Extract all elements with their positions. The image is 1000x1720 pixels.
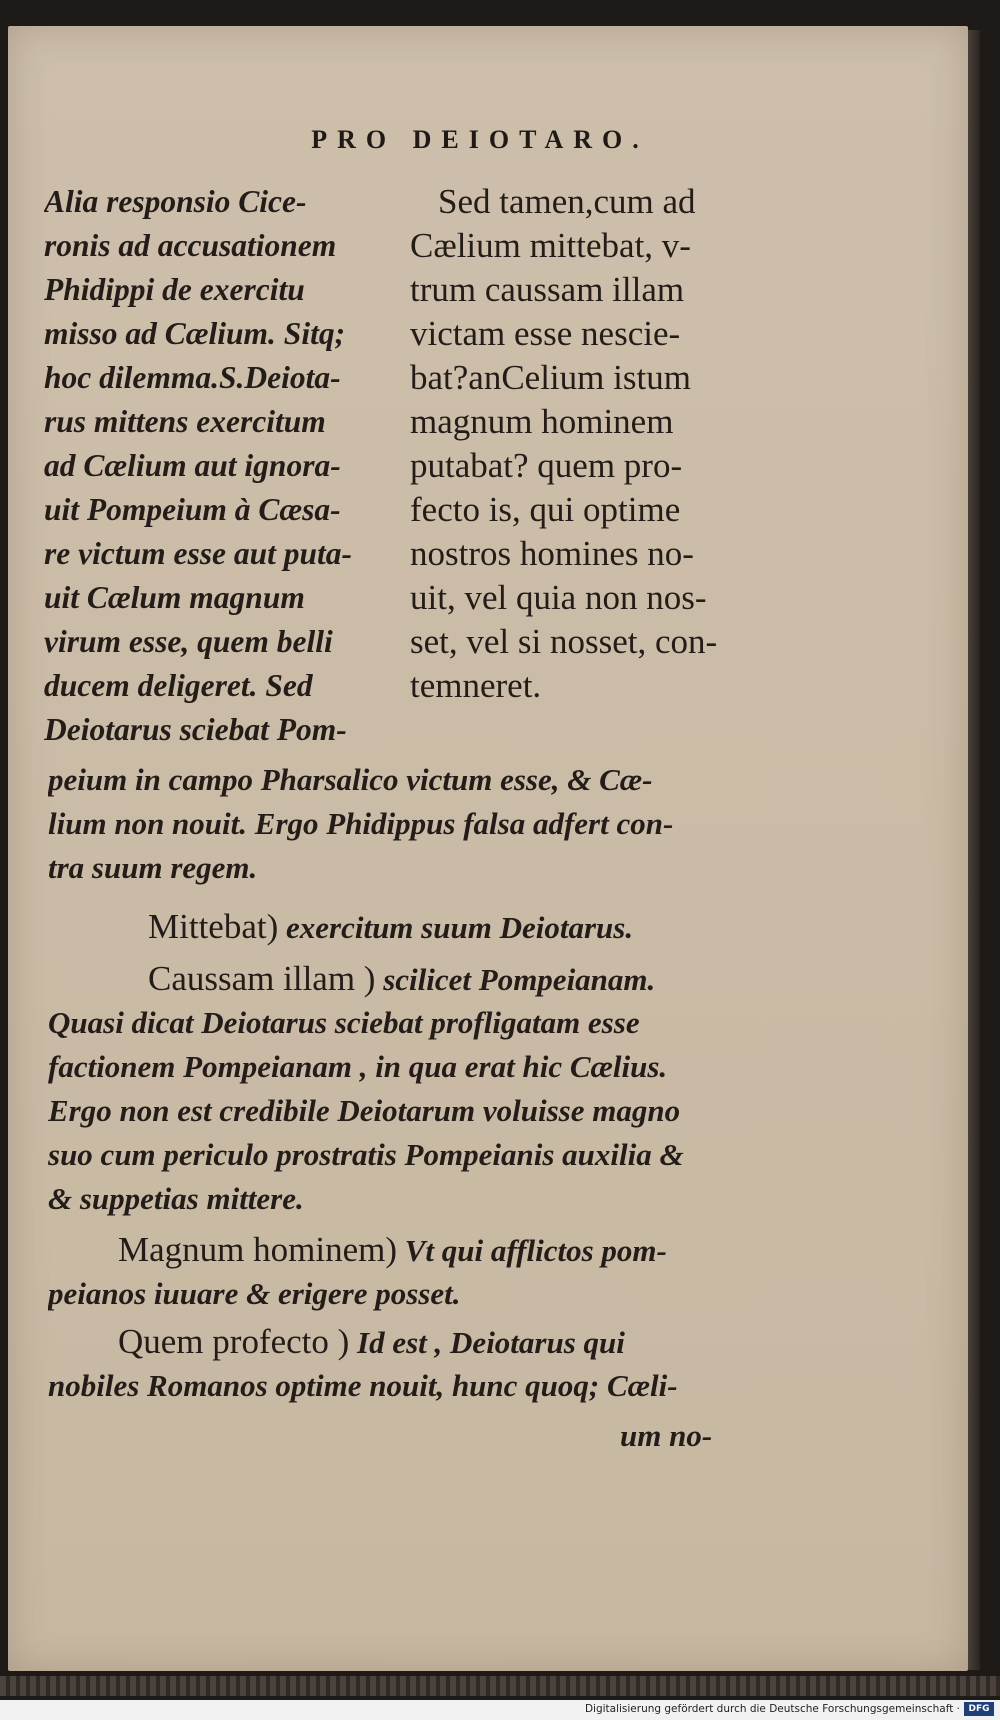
main-text-line: Sed tamen,cum ad — [438, 182, 696, 221]
gloss: scilicet Pompeianam. — [375, 962, 656, 997]
commentary-line — [48, 957, 748, 1001]
commentary-line — [48, 905, 748, 949]
note-continuation-line: lium non nouit. Ergo Phidippus falsa adfert con- — [48, 806, 674, 841]
commentary-line — [48, 1320, 748, 1364]
dfg-logo: DFG — [964, 1702, 994, 1716]
commentary-line: Quasi dicat Deiotarus sciebat profligatam esse — [48, 1005, 640, 1040]
side-note-column — [44, 180, 374, 752]
main-text-line: fecto is, qui optime — [410, 490, 681, 529]
page-edge — [968, 30, 980, 1670]
side-note-line: ad Cælium aut ignora- — [44, 448, 341, 483]
main-text-line: temneret. — [410, 666, 542, 705]
side-note-line: ducem deligeret. Sed — [44, 668, 313, 703]
gloss: Id est , Deiotarus qui — [349, 1325, 625, 1360]
footer-credit: Digitalisierung gefördert durch die Deutsche Forschungsgemeinschaft · — [584, 1703, 960, 1715]
commentary-line: factionem Pompeianam , in qua erat hic Cælius. — [48, 1049, 668, 1084]
commentary-line: peianos iuuare & erigere posset. — [48, 1276, 461, 1311]
side-note-line: misso ad Cælium. Sitq; — [44, 316, 346, 351]
scan-edge-strip — [0, 1676, 1000, 1696]
side-note-line: rus mittens exercitum — [44, 404, 326, 439]
main-text-line: set, vel si nosset, con- — [410, 622, 718, 661]
side-note-line: hoc dilemma.S.Deiota- — [44, 360, 341, 395]
lemma: Magnum hominem) — [118, 1230, 397, 1269]
side-note-line: Alia responsio Cice- — [44, 184, 307, 219]
main-text-line: Cælium mittebat, v- — [410, 226, 691, 265]
side-note-line: uit Pompeium à Cæsa- — [44, 492, 341, 527]
note-continuation-line: peium in campo Pharsalico victum esse, & Cæ- — [48, 762, 653, 797]
commentary-line: suo cum periculo prostratis Pompeianis auxilia & — [48, 1137, 684, 1172]
lemma: Mittebat) — [148, 907, 279, 946]
note-continuation — [48, 758, 748, 890]
running-head: PRO DEIOTARO. — [311, 125, 649, 154]
side-note-line: ronis ad accusationem — [44, 228, 337, 263]
main-text-line: bat?anCelium istum — [410, 358, 691, 397]
side-note-line: uit Cælum magnum — [44, 580, 305, 615]
lemma: Caussam illam ) — [148, 959, 376, 998]
note-continuation-line: tra suum regem. — [48, 850, 258, 885]
gloss: exercitum suum Deiotarus. — [278, 910, 634, 945]
commentary-line: Ergo non est credibile Deiotarum voluisse magno — [48, 1093, 681, 1128]
main-text-column — [410, 180, 730, 708]
main-text-line: putabat? quem pro- — [410, 446, 683, 485]
catchword: um no- — [620, 1418, 713, 1453]
side-note-line: re victum esse aut puta- — [44, 536, 352, 571]
main-text-line: victam esse nescie- — [410, 314, 681, 353]
side-note-line: Deiotarus sciebat Pom- — [44, 712, 347, 747]
commentary-caussam — [48, 957, 748, 1221]
commentary-line: & suppetias mittere. — [48, 1181, 304, 1216]
side-note-line: Phidippi de exercitu — [44, 272, 305, 307]
commentary-line — [48, 1228, 748, 1272]
main-text-line: trum caussam illam — [410, 270, 685, 309]
commentary-line: nobiles Romanos optime nouit, hunc quoq; Cæli- — [48, 1368, 678, 1403]
side-note-line: virum esse, quem belli — [44, 624, 333, 659]
main-text-line: uit, vel quia non nos- — [410, 578, 707, 617]
commentary-mittebat — [48, 905, 748, 949]
gloss: Vt qui afflictos pom- — [397, 1233, 667, 1268]
commentary-magnum — [48, 1228, 748, 1316]
main-text-line: magnum hominem — [410, 402, 674, 441]
commentary-quem — [48, 1320, 748, 1408]
lemma: Quem profecto ) — [118, 1322, 350, 1361]
main-text-line: nostros homines no- — [410, 534, 694, 573]
